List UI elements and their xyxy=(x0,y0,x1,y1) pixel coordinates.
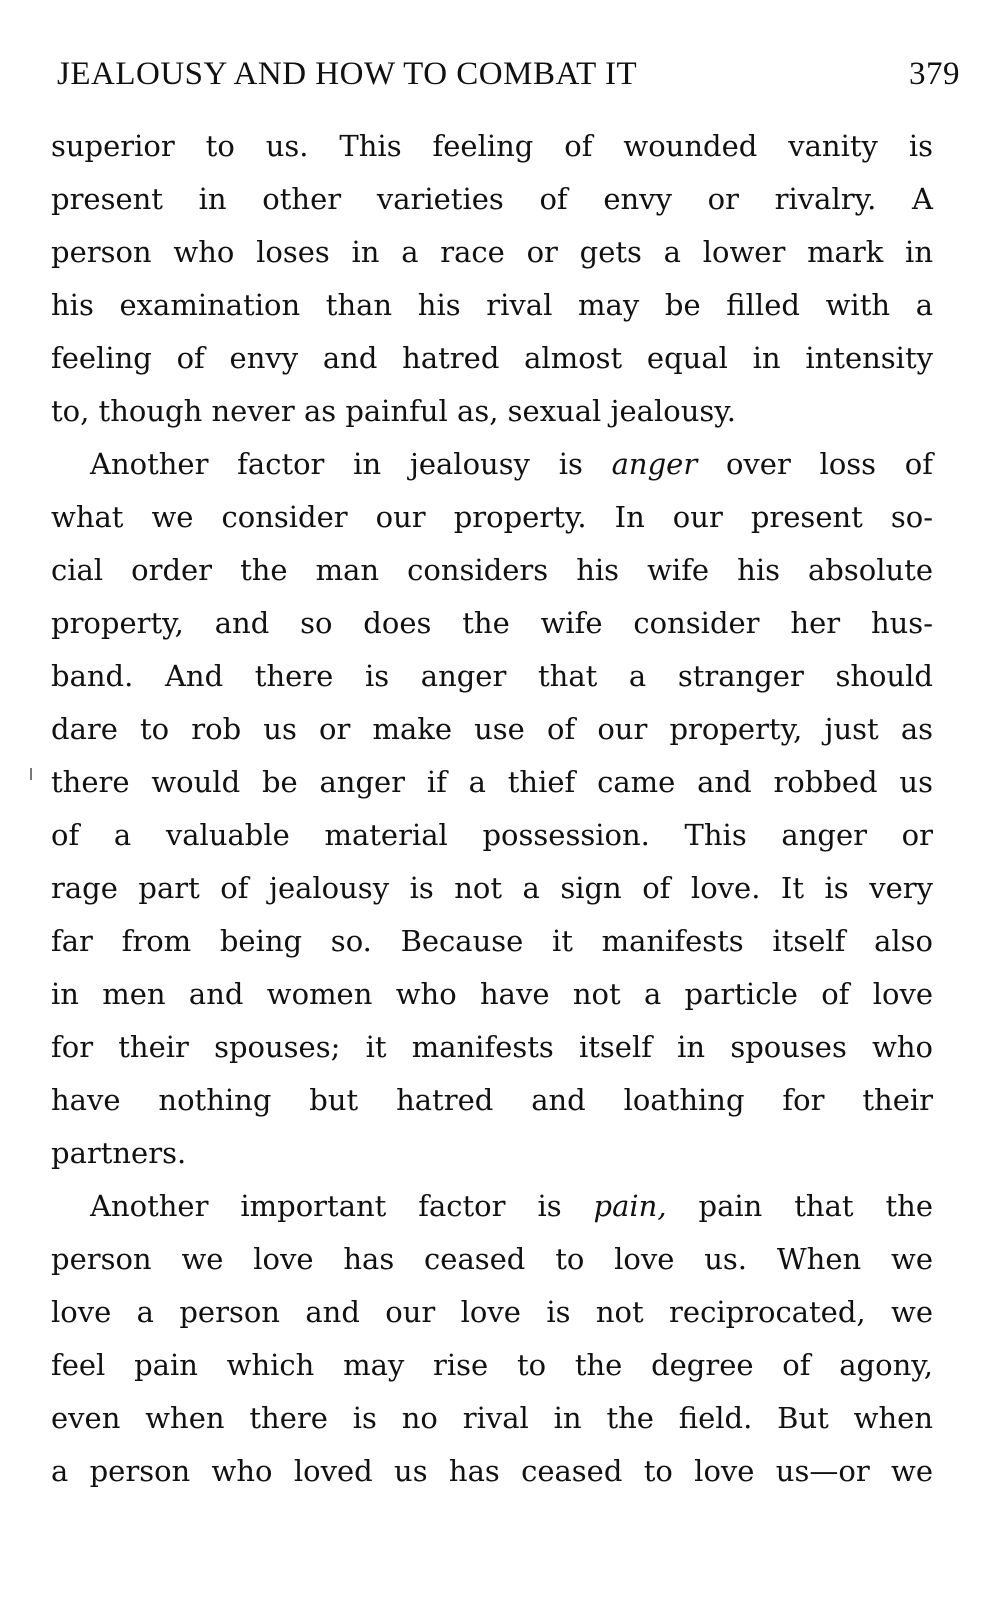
text-line: partners. xyxy=(51,1136,187,1170)
text-line: person we love has ceased to love us. When we xyxy=(51,1242,933,1276)
body-text xyxy=(51,120,933,1498)
text-line-first xyxy=(51,1180,933,1233)
text-segment: Another important factor is xyxy=(90,1189,594,1223)
text-line: superior to us. This feeling of wounded vanity is xyxy=(51,129,933,163)
text-line: for their spouses; it manifests itself in spouses who xyxy=(51,1030,933,1064)
page-header xyxy=(57,52,960,96)
page-number: 379 xyxy=(909,56,960,92)
text-line: what we consider our property. In our present so- xyxy=(51,500,933,534)
text-segment: over loss of xyxy=(697,447,933,481)
running-title: JEALOUSY AND HOW TO COMBAT IT xyxy=(57,56,638,92)
text-line: dare to rob us or make use of our property, just as xyxy=(51,712,933,746)
text-line: love a person and our love is not reciprocated, we xyxy=(51,1295,933,1329)
text-line: property, and so does the wife consider her hus- xyxy=(51,606,933,640)
text-line-first xyxy=(51,438,933,491)
text-line: in men and women who have not a particle of love xyxy=(51,977,933,1011)
text-segment: Another factor in jealousy is xyxy=(90,447,612,481)
text-line: to, though never as painful as, sexual jealousy. xyxy=(51,394,736,428)
text-line: a person who loved us has ceased to love us—or we xyxy=(51,1454,933,1488)
ink-mark xyxy=(30,768,32,780)
text-line: rage part of jealousy is not a sign of love. It is very xyxy=(51,871,933,905)
text-line: person who loses in a race or gets a lower mark in xyxy=(51,235,933,269)
text-line: cial order the man considers his wife his absolute xyxy=(51,553,933,587)
text-line: there would be anger if a thief came and robbed us xyxy=(51,765,933,799)
emphasis-pain: pain, xyxy=(593,1189,667,1223)
paragraph-3 xyxy=(51,1180,933,1498)
text-line: band. And there is anger that a stranger should xyxy=(51,659,933,693)
text-line: present in other varieties of envy or rivalry. A xyxy=(51,182,933,216)
text-line: his examination than his rival may be filled with a xyxy=(51,288,933,322)
text-segment: pain that the xyxy=(666,1189,933,1223)
text-line: even when there is no rival in the field. But when xyxy=(51,1401,933,1435)
text-line: of a valuable material possession. This anger or xyxy=(51,818,933,852)
text-line: have nothing but hatred and loathing for their xyxy=(51,1083,933,1117)
paragraph-1 xyxy=(51,120,933,438)
text-line: feeling of envy and hatred almost equal in intensity xyxy=(51,341,933,375)
text-line: feel pain which may rise to the degree of agony, xyxy=(51,1348,933,1382)
emphasis-anger: anger xyxy=(611,447,698,481)
paragraph-2 xyxy=(51,438,933,1180)
text-line: far from being so. Because it manifests itself also xyxy=(51,924,933,958)
